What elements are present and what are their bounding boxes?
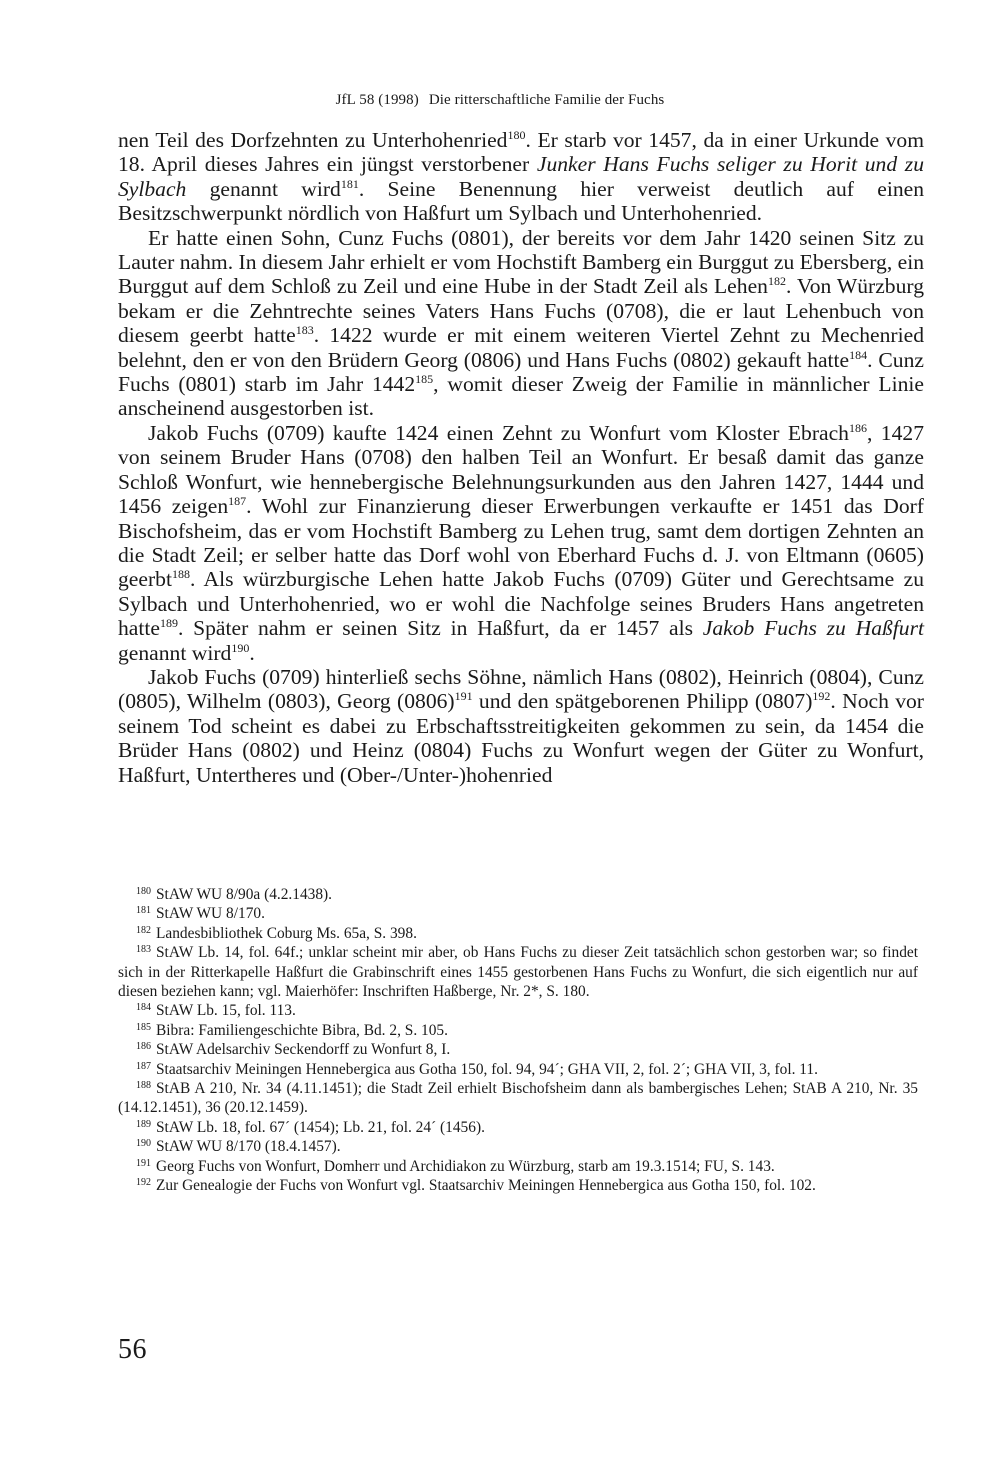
- text-run: Jakob Fuchs (0709) hinterließ sechs Söhne, nämlich Hans (0802), Heinrich (0804), Cunz (0805), Wilhelm (0803), Georg (0806): [118, 664, 924, 714]
- text-run: genannt wird: [186, 176, 341, 201]
- running-head-title: Die ritterschaftliche Familie der Fuchs: [428, 92, 665, 108]
- footnote-text: StAW Lb. 15, fol. 113.: [156, 1002, 296, 1020]
- footnote-ref[interactable]: 184: [849, 347, 868, 362]
- footnote-number: 186: [136, 1041, 151, 1053]
- page-number: 56: [118, 1334, 147, 1365]
- footnote-number: 183: [136, 944, 151, 956]
- footnote-ref[interactable]: 186: [848, 420, 867, 435]
- footnote: [118, 885, 918, 904]
- running-head-journal: JfL 58 (1998): [335, 92, 419, 108]
- text-run: . Wohl zur Finanzierung dieser Erwerbungen verkaufte er 1451 das Dorf Bischofsheim, das er vom Hochstift Bamberg zu Lehen trug, samt dem dortigen Zehnten an die Stadt Zeil; er selber hatte das Dorf wohl von Eberhard Fuchs d. J. von Eltmann (0605) geerbt: [118, 494, 924, 592]
- text-run: Er hatte einen Sohn, Cunz Fuchs (0801), der bereits vor dem Jahr 1420 seinen Sitz zu Lauter nahm. In diesem Jahr erhielt er vom Hochstift Bamberg ein Burggut zu Ebersberg, ein Burggut auf dem Schloß zu Zeil und eine Hube in der Stadt Zeil als Lehen: [118, 225, 924, 299]
- footnote-number: 190: [136, 1138, 151, 1150]
- text-run: .: [249, 640, 255, 665]
- footnote: [118, 1060, 918, 1079]
- footnote: [118, 1079, 918, 1118]
- paragraph: [118, 665, 924, 787]
- footnote-text: StAW Lb. 18, fol. 67´ (1454); Lb. 21, fol. 24´ (1456).: [156, 1118, 485, 1136]
- footnote-number: 185: [136, 1021, 151, 1033]
- footnote-ref[interactable]: 188: [171, 567, 190, 582]
- footnote-number: 182: [136, 924, 151, 936]
- footnote-ref[interactable]: 190: [231, 640, 250, 655]
- text-run: und den spätgeborenen Philipp (0807): [472, 689, 813, 714]
- footnote-text: Zur Genealogie der Fuchs von Wonfurt vgl. Staatsarchiv Meiningen Hennebergica aus Gotha 150, fol. 102.: [156, 1177, 816, 1195]
- footnote: [118, 1021, 918, 1040]
- footnote-text: StAW WU 8/170 (18.4.1457).: [156, 1138, 341, 1156]
- text-run: . Er starb vor 1457, da in einer Urkunde vom 18. April dieses Jahres ein jüngst verstorbener: [118, 128, 924, 177]
- footnote-ref[interactable]: 185: [415, 372, 434, 387]
- italic-quote: Junker Hans Fuchs seliger zu Horit und zu Sylbach: [118, 152, 925, 201]
- footnote-text: Bibra: Familiengeschichte Bibra, Bd. 2, S. 105.: [156, 1021, 448, 1039]
- footnote-number: 188: [136, 1080, 151, 1092]
- footnote-number: 180: [136, 886, 151, 897]
- footnote-ref[interactable]: 187: [228, 494, 247, 509]
- text-run: . Später nahm er seinen Sitz in Haßfurt, da er 1457 als: [177, 616, 703, 641]
- text-run: . Noch vor seinem Tod scheint es dabei zu Erbschaftsstreitigkeiten gekommen zu sein, da 1454 die Brüder Hans (0802) und Heinz (0804) Fuchs zu Wonfurt wegen der Güter zu Wonfurt, Haßfurt, Untertheres und (Ober-/Unter-)hohenried: [118, 689, 924, 787]
- footnote: [118, 1118, 918, 1137]
- text-run: . 1422 wurde er mit einem weiteren Viertel Zehnt zu Mechenried belehnt, den er von den Brüdern Georg (0806) und Hans Fuchs (0802) gekauft hatte: [118, 323, 924, 372]
- footnote-ref[interactable]: 181: [340, 176, 359, 191]
- footnotes: [118, 885, 918, 1196]
- running-head: [0, 92, 1000, 109]
- footnote: [118, 1176, 918, 1195]
- footnote: [118, 1040, 918, 1059]
- footnote-number: 189: [136, 1118, 151, 1130]
- footnote-text: StAW WU 8/170.: [156, 905, 265, 923]
- footnote-text: StAB A 210, Nr. 34 (4.11.1451); die Stadt Zeil erhielt Bischofsheim dann als bambergisches Lehen; StAB A 210, Nr. 35 (14.12.1451), 36 (20.12.1459).: [118, 1080, 918, 1117]
- footnote: [118, 1137, 918, 1156]
- footnote: [118, 1157, 918, 1176]
- footnote-ref[interactable]: 189: [159, 616, 178, 631]
- footnote-ref[interactable]: 180: [507, 128, 526, 142]
- footnote-number: 181: [136, 905, 151, 917]
- footnote-text: StAW Lb. 14, fol. 64f.; unklar scheint mir aber, ob Hans Fuchs zu dieser Zeit tatsächlich schon gestorben war; so findet sich in der Ritterkapelle Haßfurt die Grabinschrift eines 1455 gestorbenen Hans Fuchs zu Wonfurt, die sich eigentlich nur auf diesen beziehen kann; vgl. Maierhöfer: Inschriften Haßberge, Nr. 2*, S. 180.: [118, 944, 918, 1001]
- paragraph: [118, 226, 924, 421]
- text-run: . Als würzburgische Lehen hatte Jakob Fuchs (0709) Güter und Gerechtsame zu Sylbach und Unterhohenried, wo er wohl die Nachfolge seines Bruders Hans angetreten hatte: [118, 567, 924, 641]
- footnote: [118, 943, 918, 1001]
- footnote: [118, 924, 918, 943]
- italic-quote: Jakob Fuchs zu Haßfurt: [702, 616, 924, 641]
- footnote: [118, 1001, 918, 1020]
- text-run: Jakob Fuchs (0709) kaufte 1424 einen Zehnt zu Wonfurt vom Kloster Ebrach: [148, 420, 849, 445]
- footnote-text: Georg Fuchs von Wonfurt, Domherr und Archidiakon zu Würzburg, starb am 19.3.1514; FU, S. 143.: [156, 1157, 775, 1175]
- text-run: , womit dieser Zweig der Familie in männlicher Linie anscheinend ausgestorben ist.: [118, 372, 924, 421]
- text-run: . Seine Benennung hier verweist deutlich auf einen Besitzschwerpunkt nördlich von Haßfurt um Sylbach und Unterhohenried.: [118, 176, 924, 226]
- footnote-text: Staatsarchiv Meiningen Hennebergica aus Gotha 150, fol. 94, 94´; GHA VII, 2, fol. 2´; GHA VII, 3, fol. 11.: [156, 1060, 818, 1078]
- text-run: . Von Würzburg bekam er die Zehntrechte seines Vaters Hans Fuchs (0708), die er laut Lehenbuch von diesem geerbt hatte: [118, 274, 924, 348]
- text-run: genannt wird: [118, 640, 232, 665]
- footnote-number: 187: [136, 1060, 151, 1072]
- footnote-number: 191: [136, 1157, 151, 1169]
- paragraph: [118, 421, 924, 665]
- footnote-ref[interactable]: 183: [295, 323, 314, 338]
- text-run: , 1427 von seinem Bruder Hans (0708) den halben Teil an Wonfurt. Er besaß damit das ganze Schloß Wonfurt, wie hennebergische Belehnungsurkunden aus den Jahren 1427, 1444 und 1456 zeigen: [118, 420, 924, 519]
- footnote-ref[interactable]: 192: [812, 689, 831, 704]
- footnote-number: 184: [136, 1002, 151, 1014]
- text-run: nen Teil des Dorfzehnten zu Unterhohenried: [118, 128, 508, 152]
- footnote-ref[interactable]: 191: [454, 689, 473, 704]
- footnote-number: 192: [136, 1177, 151, 1189]
- footnote-text: Landesbibliothek Coburg Ms. 65a, S. 398.: [156, 924, 417, 942]
- footnote: [118, 904, 918, 923]
- text-run: . Cunz Fuchs (0801) starb im Jahr 1442: [118, 347, 924, 397]
- body-text: [118, 128, 924, 787]
- footnote-ref[interactable]: 182: [767, 274, 786, 289]
- footnote-text: StAW WU 8/90a (4.2.1438).: [156, 886, 333, 903]
- footnote-text: StAW Adelsarchiv Seckendorff zu Wonfurt 8, I.: [156, 1041, 451, 1059]
- paragraph: [118, 128, 924, 226]
